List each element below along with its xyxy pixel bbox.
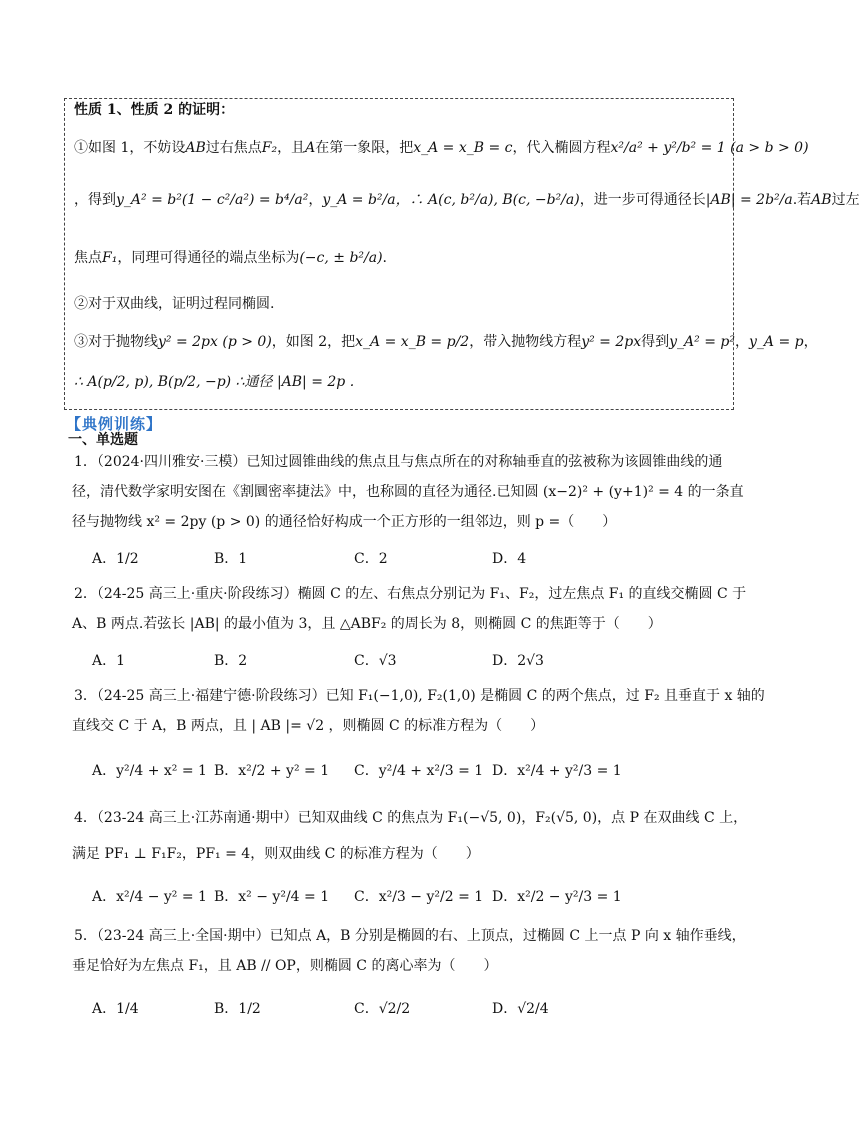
question-3-line1: 3．（24-25 高三上·福建宁德·阶段练习）已知 F₁(−1,0), F₂(1,0) 是椭圆 C 的两个焦点，过 F₂ 且垂直于 x 轴的 bbox=[74, 688, 765, 704]
question-1-option-b: B．1 bbox=[214, 551, 248, 567]
p1-text-h: x_A = x_B = c bbox=[413, 140, 513, 156]
proof-p2: ②对于双曲线，证明过程同椭圆. bbox=[74, 296, 275, 312]
p3-j: y_A = p bbox=[748, 334, 804, 350]
question-5-line2: 垂足恰好为左焦点 F₁，且 AB // OP，则椭圆 C 的离心率为（ ） bbox=[72, 958, 498, 974]
p3-b: y² = 2px (p > 0) bbox=[158, 334, 272, 350]
p1-text-c: 过右焦点 bbox=[205, 140, 262, 156]
question-2-option-c: C．√3 bbox=[354, 653, 397, 669]
question-5-line1: 5．（23-24 高三上·全国·期中）已知点 A，B 分别是椭圆的右、上顶点，过椭圆 C 上一点 P 向 x 轴作垂线， bbox=[74, 928, 746, 944]
question-5-option-a: A．1/4 bbox=[92, 1001, 139, 1017]
question-4-option-b: B．x² − y²/4 = 1 bbox=[214, 889, 330, 905]
p3-h: y_A² = p² bbox=[669, 334, 735, 350]
question-5-option-b: B．1/2 bbox=[214, 1001, 261, 1017]
p1-l2-h: .若 bbox=[792, 192, 812, 208]
section-tag: 【典例训练】 bbox=[66, 415, 163, 433]
p1-l2-a: ，得到 bbox=[74, 192, 116, 208]
p1-l3-c: ，同理可得通径的端点坐标为 bbox=[117, 250, 300, 266]
question-3-line2: 直线交 C 于 A，B 两点，且 | AB |= √2 ，则椭圆 C 的标准方程为（ ） bbox=[72, 718, 545, 734]
p1-l2-g: |AB| = 2b²/a bbox=[705, 192, 793, 208]
proof-title: 性质 1、性质 2 的证明： bbox=[74, 102, 235, 118]
p3-c: ，如图 2，把 bbox=[271, 334, 356, 350]
p3-e: ，带入抛物线方程 bbox=[469, 334, 582, 350]
p3-a: ③对于抛物线 bbox=[74, 334, 158, 350]
p1-l2-b: y_A² = b²(1 − c²/a²) = b⁴/a² bbox=[116, 192, 309, 208]
proof-p3-line1 bbox=[74, 332, 818, 352]
question-1-option-c: C．2 bbox=[354, 551, 388, 567]
question-3-option-c: C．y²/4 + x²/3 = 1 bbox=[354, 763, 484, 779]
p3-f: y² = 2px bbox=[581, 334, 642, 350]
p1-l2-j: 过左 bbox=[831, 192, 860, 208]
p1-text-g: 在第一象限，把 bbox=[315, 140, 414, 156]
p1-l2-e: ，∴ A(c, b²/a), B(c, −b²/a) bbox=[395, 192, 580, 208]
question-3-option-b: B．x²/2 + y² = 1 bbox=[214, 763, 330, 779]
p1-text-a: ①如图 1，不妨设 bbox=[74, 140, 186, 156]
question-1-line1: 1．（2024·四川雅安·三模）已知过圆锥曲线的焦点且与焦点所在的对称轴垂直的弦被称为该圆锥曲线的通 bbox=[74, 454, 723, 470]
question-5-option-c: C．√2/2 bbox=[354, 1001, 411, 1017]
question-2-option-d: D．2√3 bbox=[492, 653, 544, 669]
p3-k: ， bbox=[803, 334, 818, 350]
proof-p3-line2: ∴ A(p/2, p), B(p/2, −p) ∴通径 |AB| = 2p . bbox=[74, 374, 355, 390]
proof-p1-line1 bbox=[74, 138, 809, 158]
p3-d: x_A = x_B = p/2 bbox=[355, 334, 470, 350]
question-2-line1: 2．（24-25 高三上·重庆·阶段练习）椭圆 C 的左、右焦点分别记为 F₁、F₂，过左焦点 F₁ 的直线交椭圆 C 于 bbox=[74, 586, 747, 602]
question-2-option-a: A．1 bbox=[92, 653, 126, 669]
p1-text-i: ，代入椭圆方程 bbox=[512, 140, 611, 156]
question-5-option-d: D．√2/4 bbox=[492, 1001, 549, 1017]
p1-l3-d: (−c, ± b²/a) bbox=[299, 250, 383, 266]
question-1-line3: 径与抛物线 x² = 2py (p > 0) 的通径恰好构成一个正方形的一组邻边，则 p =（ ） bbox=[72, 514, 617, 530]
p3-g: 得到 bbox=[641, 334, 670, 350]
p1-text-f: A bbox=[305, 140, 316, 156]
p1-text-d: F₂ bbox=[261, 140, 278, 156]
question-1-option-a: A．1/2 bbox=[92, 551, 139, 567]
question-2-line2: A、B 两点.若弦长 |AB| 的最小值为 3，且 △ABF₂ 的周长为 8，则椭圆 C 的焦距等于（ ） bbox=[72, 616, 662, 632]
p1-text-e: ，且 bbox=[277, 140, 306, 156]
question-4-line2: 满足 PF₁ ⊥ F₁F₂，PF₁ = 4，则双曲线 C 的标准方程为（ ） bbox=[72, 846, 480, 862]
question-4-option-a: A．x²/4 − y² = 1 bbox=[92, 889, 207, 905]
p1-l3-e: . bbox=[382, 250, 387, 266]
question-4-option-c: C．x²/3 − y²/2 = 1 bbox=[354, 889, 484, 905]
p1-l3-b: F₁ bbox=[102, 250, 118, 266]
section-subhead: 一、单选题 bbox=[68, 432, 138, 448]
p1-l2-c: ， bbox=[308, 192, 323, 208]
question-4-option-d: D．x²/2 − y²/3 = 1 bbox=[492, 889, 622, 905]
proof-p1-line3 bbox=[74, 248, 387, 268]
question-1-option-d: D．4 bbox=[492, 551, 527, 567]
proof-p1-line2 bbox=[74, 190, 860, 210]
p1-l2-d: y_A = b²/a bbox=[322, 192, 396, 208]
question-4-line1: 4．（23-24 高三上·江苏南通·期中）已知双曲线 C 的焦点为 F₁(−√5, 0)，F₂(√5, 0)，点 P 在双曲线 C 上， bbox=[74, 810, 748, 826]
p1-text-b: AB bbox=[185, 140, 206, 156]
p1-l2-f: ，进一步可得通径长 bbox=[579, 192, 706, 208]
p1-text-j: x²/a² + y²/b² = 1 (a > b > 0) bbox=[610, 140, 809, 156]
question-1-line2: 径，清代数学家明安图在《割圜密率捷法》中，也称圆的直径为通径.已知圆 (x−2)² + (y+1)² = 4 的一条直 bbox=[72, 484, 744, 500]
question-2-option-b: B．2 bbox=[214, 653, 248, 669]
p1-l2-i: AB bbox=[811, 192, 832, 208]
p3-i: ， bbox=[734, 334, 749, 350]
question-3-option-d: D．x²/4 + y²/3 = 1 bbox=[492, 763, 622, 779]
question-3-option-a: A．y²/4 + x² = 1 bbox=[92, 763, 207, 779]
p1-l3-a: 焦点 bbox=[74, 250, 102, 266]
